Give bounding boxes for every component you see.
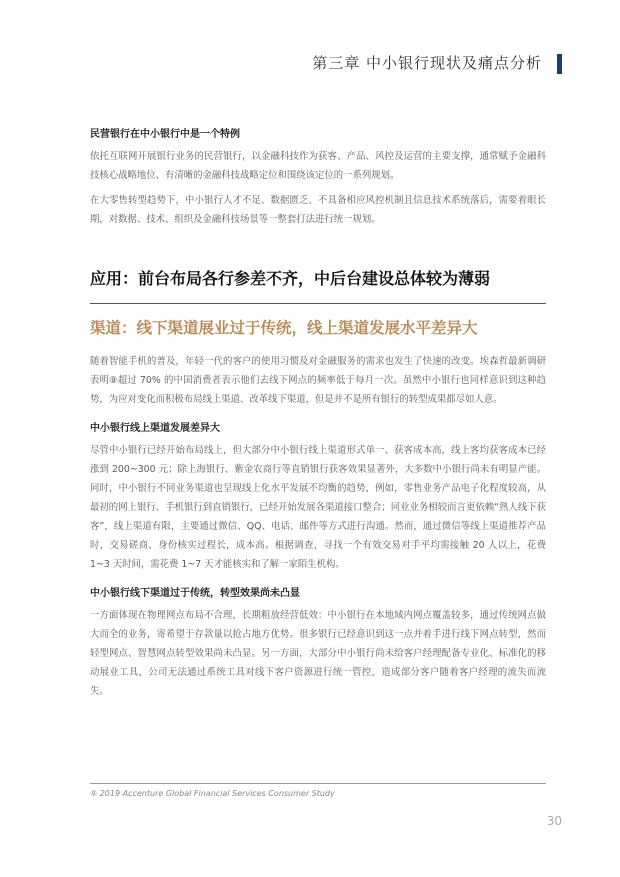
offline-channel-paragraph: 一方面体现在物理网点布局不合理，长期粗放经营低效：中小银行在本地域内网点覆盖较多，通过传统网点做大而全的业务，寄希望于存款量以抢占地方优势。很多银行已经意识到这一点并着手进行线下网点转型，然而轻型网点、智慧网点转型效果尚未凸显。另一方面，大部分中小银行尚未给客户经理配备专业化、标准化的移动展业工具，公司无法通过系统工具对线下客户资源进行统一管控，造成部分客户随着客户经理的流失而流失。: [90, 610, 546, 697]
online-channel-paragraph: 尽管中小银行已经开始布局线上，但大部分中小银行线上渠道形式单一、获客成本高，线上客均获客成本已经涨到 200~300 元；除上海银行、紫金农商行等直销银行获客效果显著外，大多数中小银行尚未有明显产能。同时，中小银行不同业务渠道也呈现线上化水平发展不均衡的趋势，例如，零售业务产品电子化程度较高，从最初的网上银行、手机银行到直销银行，已经开始发展各渠道接口整合；同业业务相较而言更依赖“熟人线下获客”，线上渠道有限，主要通过微信、QQ、电话、邮件等方式进行沟通。然而，通过微信等线上渠道推荐产品时，交易磋商、身份核实过程长，成本高。根据调查，寻找一个有效交易对手平均需接触 20 人以上，花费 1~3 天时间，需花费 1~7 天才能核实和了解一家陌生机构。: [90, 445, 546, 570]
offline-channel-heading: 中小银行线下渠道过于传统，转型效果尚未凸显: [90, 588, 300, 599]
intro-paragraph-1: 依托互联网开展银行业务的民营银行，以金融科技作为获客、产品、风控及运营的主要支撑，通常赋予金融科技核心战略地位、有清晰的金融科技战略定位和围绕该定位的一系列规划。: [90, 151, 546, 181]
section-subtitle: 渠道：线下渠道展业过于传统，线上渠道发展水平差异大: [90, 319, 478, 337]
online-channel-heading: 中小银行线上渠道发展差异大: [90, 423, 220, 434]
chapter-title: 第三章 中小银行现状及痛点分析: [312, 54, 542, 72]
footnote: ⑨ 2019 Accenture Global Financial Services Consumer Study: [90, 789, 335, 798]
page-content: [90, 127, 546, 707]
section-divider: [90, 303, 546, 304]
section-title: 应用：前台布局各行参差不齐，中后台建设总体较为薄弱: [90, 269, 491, 288]
intro-paragraph-2: 在大零售转型趋势下，中小银行人才不足、数据匮乏、不具备相应风控机制且信息技术系统落后，需要着眼长期，对数据、技术、组织及金融科技场景等一整套打法进行统一规划。: [90, 195, 546, 225]
chapter-accent-bar: [557, 54, 562, 74]
intro-heading: 民营银行在中小银行中是一个特例: [90, 129, 240, 140]
page-number: 30: [546, 814, 562, 828]
lead-paragraph: 随着智能手机的普及，年轻一代的客户的使用习惯及对金融服务的需求也发生了快速的改变。埃森哲最新调研表明⑨超过 70% 的中国消费者表示他们去线下网点的频率低于每月一次。虽然中小银行也同样意识到这种趋势，为应对变化而积极布局线上渠道、改革线下渠道，但是并不是所有银行的转型成果都尽如人意。: [90, 356, 546, 405]
footnote-divider: [90, 783, 546, 784]
